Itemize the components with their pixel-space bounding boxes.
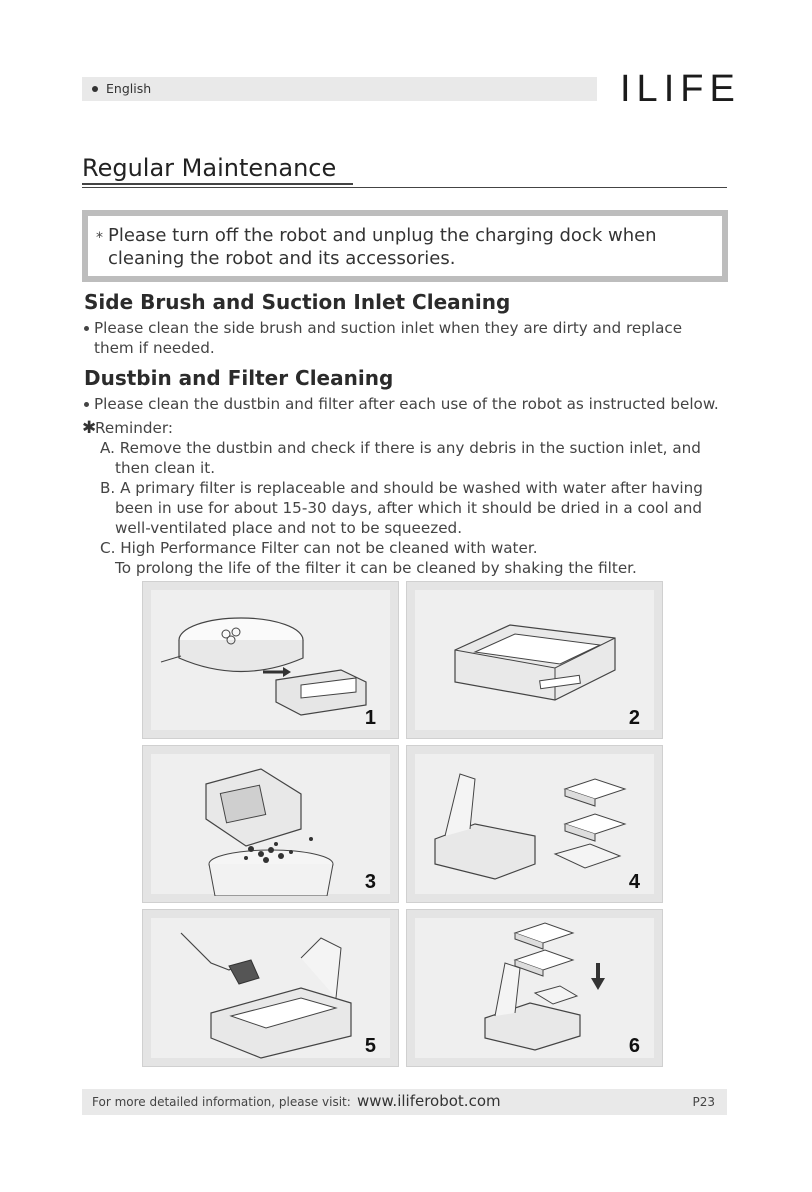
bullet-icon bbox=[84, 326, 89, 331]
page-number: P23 bbox=[692, 1095, 715, 1109]
side-brush-heading: Side Brush and Suction Inlet Cleaning bbox=[84, 290, 511, 314]
figure-1-remove-dustbin bbox=[142, 581, 399, 739]
figure-4-remove-filters bbox=[406, 745, 663, 903]
reminder-c-line-1: C. High Performance Filter can not be cleaned with water. bbox=[100, 539, 538, 557]
footer-bar bbox=[82, 1089, 727, 1115]
figure-3-empty-dustbin bbox=[142, 745, 399, 903]
figure-6-reinstall-filters bbox=[406, 909, 663, 1067]
side-brush-line-1: Please clean the side brush and suction inlet when they are dirty and replace bbox=[94, 319, 683, 337]
reminder-b-line-2: been in use for about 15-30 days, after which it should be dried in a cool and bbox=[115, 499, 703, 517]
figure-2-dustbin bbox=[406, 581, 663, 739]
language-label: English bbox=[106, 81, 152, 96]
footer-lead-text: For more detailed information, please visit: bbox=[92, 1095, 351, 1109]
brush-cleaning-illustration bbox=[151, 918, 392, 1060]
title-rule bbox=[82, 187, 727, 188]
asterisk-icon: * bbox=[96, 230, 103, 246]
side-brush-line-2: them if needed. bbox=[94, 339, 215, 357]
asterisk-icon: ✱ bbox=[82, 418, 97, 438]
title-underline bbox=[82, 183, 353, 185]
robot-dustbin-illustration bbox=[151, 590, 392, 732]
figure-number: 5 bbox=[364, 1035, 376, 1057]
reminder-b-line-1: B. A primary filter is replaceable and should be washed with water after having bbox=[100, 479, 703, 497]
notice-line-1: Please turn off the robot and unplug the charging dock when bbox=[108, 225, 657, 246]
bullet-icon bbox=[84, 402, 89, 407]
emptying-illustration bbox=[151, 754, 392, 896]
bullet-icon bbox=[92, 86, 98, 92]
figure-number: 3 bbox=[364, 871, 376, 893]
reminder-a-line-2: then clean it. bbox=[115, 459, 216, 477]
figure-5-clean-with-brush bbox=[142, 909, 399, 1067]
dustbin-line-1: Please clean the dustbin and filter after each use of the robot as instructed below. bbox=[94, 395, 719, 413]
reinstall-illustration bbox=[415, 918, 656, 1060]
page-title: Regular Maintenance bbox=[82, 154, 337, 182]
language-bar bbox=[82, 77, 597, 101]
figure-number: 2 bbox=[628, 707, 640, 729]
reminder-label: Reminder: bbox=[95, 419, 173, 437]
figure-number: 4 bbox=[628, 871, 640, 893]
website-link[interactable]: www.iliferobot.com bbox=[357, 1092, 501, 1110]
dustbin-heading: Dustbin and Filter Cleaning bbox=[84, 366, 394, 390]
filters-illustration bbox=[415, 754, 656, 896]
dustbin-illustration bbox=[415, 590, 656, 732]
notice-line-2: cleaning the robot and its accessories. bbox=[108, 248, 456, 269]
reminder-b-line-3: well-ventilated place and not to be squeezed. bbox=[115, 519, 463, 537]
reminder-c-line-2: To prolong the life of the filter it can be cleaned by shaking the filter. bbox=[115, 559, 637, 577]
brand-logo: ILIFE bbox=[620, 68, 741, 110]
figure-number: 1 bbox=[364, 707, 376, 729]
notice-box bbox=[82, 210, 728, 282]
reminder-a-line-1: A. Remove the dustbin and check if there is any debris in the suction inlet, and bbox=[100, 439, 701, 457]
figure-number: 6 bbox=[628, 1035, 640, 1057]
